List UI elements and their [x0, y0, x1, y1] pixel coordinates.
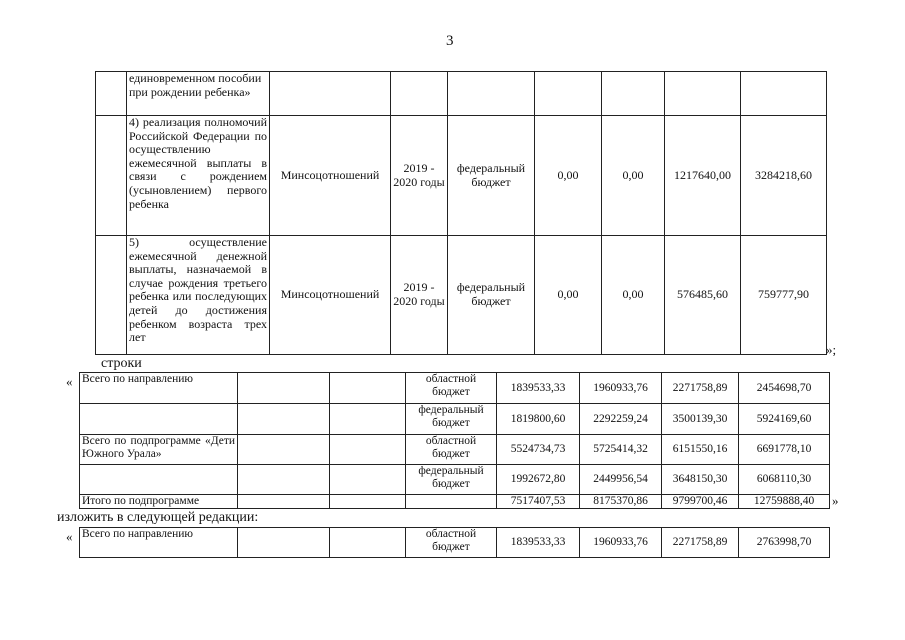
label-edit: изложить в следующей редакции: — [57, 510, 259, 525]
open-quote: « — [66, 529, 73, 544]
measure-text: 4) реализация полномочий Российской Федерации по осуществлению ежемесячной выплаты в связи с рождением (усыновлением) первого ребенка — [127, 116, 270, 236]
value-cell: 6691778,10 — [739, 435, 830, 465]
value-cell: 5924169,60 — [739, 404, 830, 435]
value-cell: 3500139,30 — [662, 404, 739, 435]
value-cell: 0,00 — [602, 236, 665, 355]
row-label — [80, 404, 238, 435]
source-cell: областной бюджет — [406, 528, 497, 558]
value-cell: 8175370,86 — [580, 495, 662, 509]
value-cell: 2763998,70 — [739, 528, 830, 558]
value-cell: 12759888,40 — [739, 495, 830, 509]
value-cell: 0,00 — [602, 116, 665, 236]
value-cell: 1839533,33 — [497, 528, 580, 558]
table-row — [96, 116, 827, 236]
source-cell: федеральный бюджет — [406, 404, 497, 435]
source-cell: федеральный бюджет — [406, 465, 497, 495]
value-cell: 6068110,30 — [739, 465, 830, 495]
measure-text: 5) осуществление ежемесячной денежной выплаты, назначаемой в случае рождения третьего ребенка или последующих детей до достижения ребенком возраста трех лет — [127, 236, 270, 355]
executor-cell: Минсоцотношений — [270, 236, 391, 355]
value-cell: 9799700,46 — [662, 495, 739, 509]
value-cell: 1960933,76 — [580, 373, 662, 404]
value-cell: 7517407,53 — [497, 495, 580, 509]
value-cell: 0,00 — [535, 236, 602, 355]
period-cell: 2019 - 2020 годы — [391, 236, 448, 355]
source-cell: областной бюджет — [406, 435, 497, 465]
program-table — [95, 71, 827, 355]
new-edition-table — [79, 527, 830, 558]
table-row — [96, 236, 827, 355]
value-cell: 1839533,33 — [497, 373, 580, 404]
value-cell: 576485,60 — [665, 236, 741, 355]
row-label: Итого по подпрограмме — [80, 495, 238, 509]
value-cell: 1960933,76 — [580, 528, 662, 558]
value-cell: 3648150,30 — [662, 465, 739, 495]
value-cell: 2454698,70 — [739, 373, 830, 404]
value-cell: 2271758,89 — [662, 528, 739, 558]
table-row — [80, 373, 830, 404]
row-label: Всего по направлению — [80, 373, 238, 404]
row-label: Всего по направлению — [80, 528, 238, 558]
row-label: Всего по подпрограмме «Дети Южного Урала» — [80, 435, 238, 465]
value-cell: 1217640,00 — [665, 116, 741, 236]
value-cell: 3284218,60 — [741, 116, 827, 236]
value-cell: 2271758,89 — [662, 373, 739, 404]
measure-text: единовременном пособии при рождении ребенка» — [127, 72, 270, 116]
page-number: 3 — [446, 33, 454, 49]
open-quote: « — [66, 374, 73, 389]
table-row — [96, 72, 827, 116]
executor-cell: Минсоцотношений — [270, 116, 391, 236]
totals-table — [79, 372, 830, 509]
table-row — [80, 465, 830, 495]
value-cell: 759777,90 — [741, 236, 827, 355]
source-cell: федеральный бюджет — [448, 236, 535, 355]
label-rows: строки — [101, 356, 142, 371]
source-cell: областной бюджет — [406, 373, 497, 404]
value-cell: 0,00 — [535, 116, 602, 236]
table-row — [80, 435, 830, 465]
source-cell — [406, 495, 497, 509]
close-quote: »; — [826, 342, 837, 357]
value-cell: 2449956,54 — [580, 465, 662, 495]
value-cell: 2292259,24 — [580, 404, 662, 435]
row-label — [80, 465, 238, 495]
period-cell: 2019 - 2020 годы — [391, 116, 448, 236]
table-row — [80, 495, 830, 509]
value-cell: 5524734,73 — [497, 435, 580, 465]
value-cell: 5725414,32 — [580, 435, 662, 465]
value-cell: 1819800,60 — [497, 404, 580, 435]
value-cell: 6151550,16 — [662, 435, 739, 465]
close-quote: » — [832, 493, 839, 508]
table-row — [80, 404, 830, 435]
value-cell: 1992672,80 — [497, 465, 580, 495]
table-row — [80, 528, 830, 558]
source-cell: федеральный бюджет — [448, 116, 535, 236]
